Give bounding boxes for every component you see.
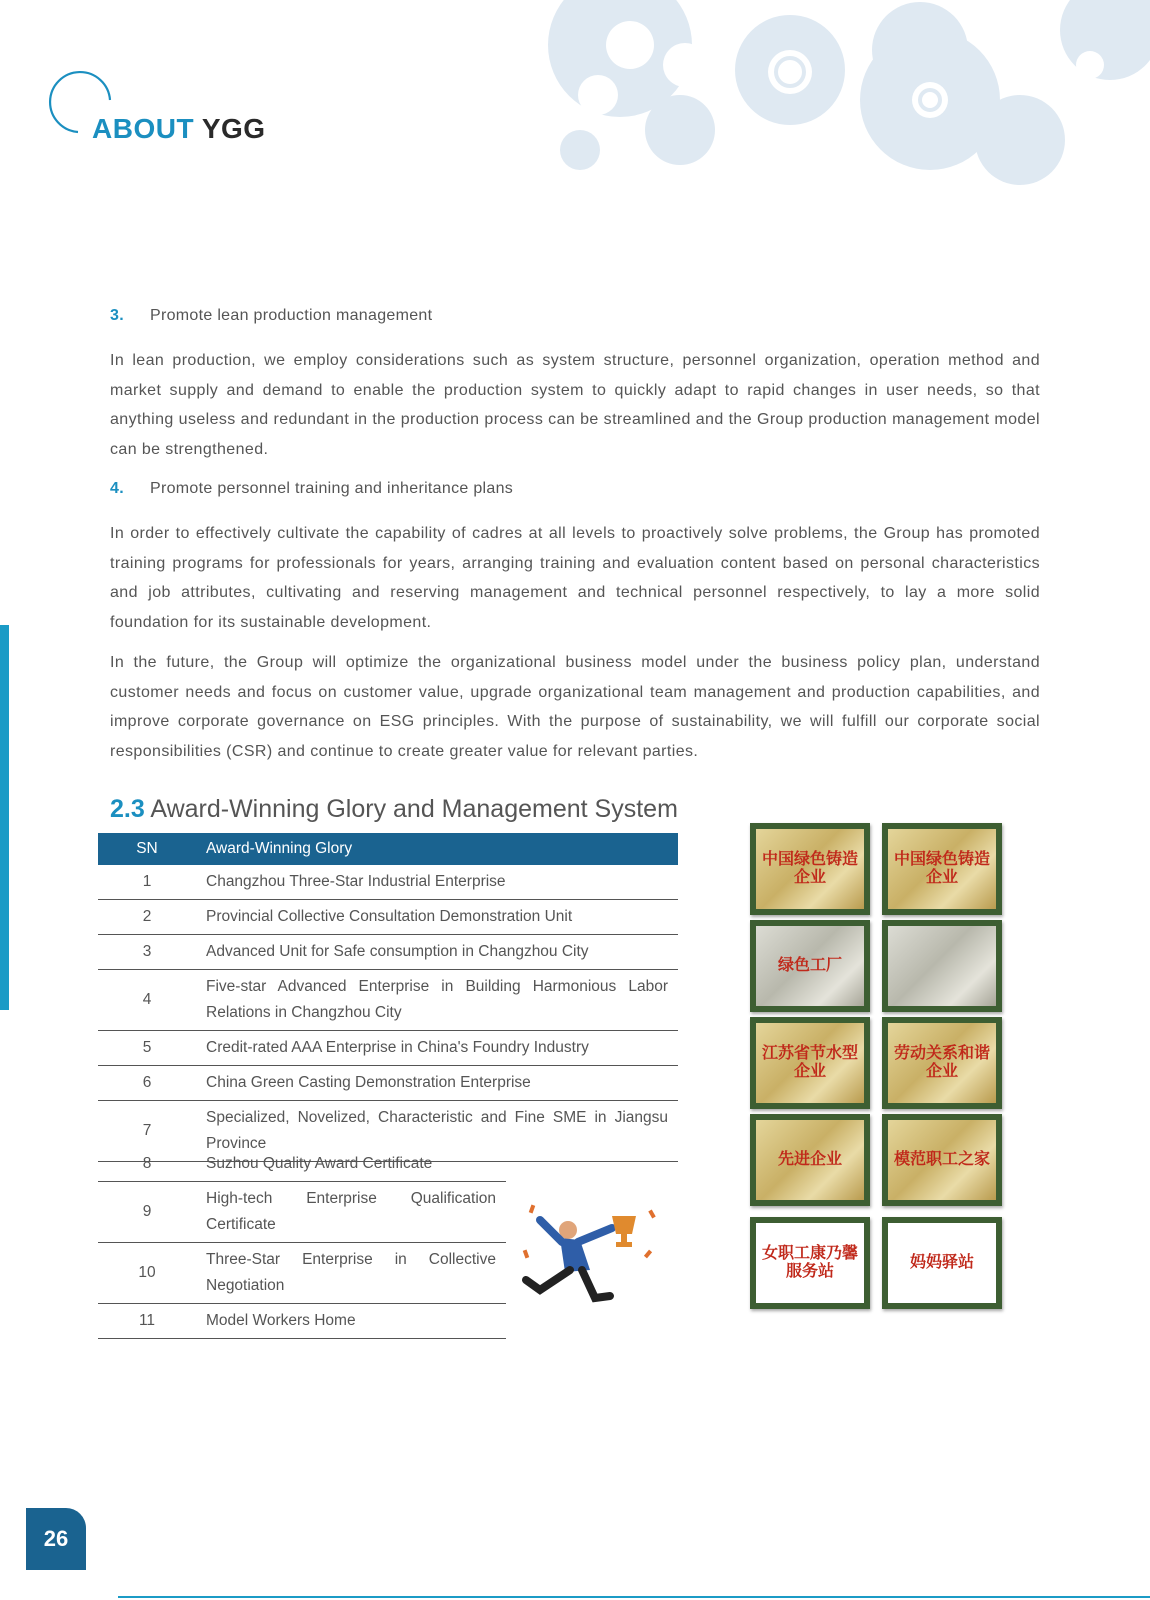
table-cell-award: High-tech Enterprise Qualification Certificate — [196, 1182, 506, 1243]
trophy-celebration-icon — [520, 1200, 670, 1310]
paragraph: In the future, the Group will optimize the organizational business model under the business policy plan, understand customer needs and focus on customer value, upgrade organizational team management and production capabilities, and improve corporate governance on ESG principles. With the purpose of sustainability, we will fulfill our corporate social responsibilities (CSR) and continue to create greater value for relevant parties. — [110, 654, 1040, 760]
header-about: ABOUT — [92, 113, 195, 144]
plaque-text: 中国绿色铸造企业 — [893, 851, 990, 886]
award-plaque — [882, 1017, 1002, 1109]
table-cell-sn: 6 — [98, 1066, 196, 1101]
table-cell-award: Model Workers Home — [196, 1304, 506, 1339]
plaque-text: 劳动关系和谐企业 — [893, 1045, 990, 1080]
table-cell-award: Credit-rated AAA Enterprise in China's Foundry Industry — [196, 1031, 678, 1066]
awards-section-number: 2.3 — [110, 795, 145, 823]
awards-table-continued — [98, 1147, 506, 1339]
section-4-body — [110, 519, 1040, 637]
plaque-face — [756, 1023, 864, 1103]
awards-section-title — [110, 795, 678, 824]
table-cell-award: China Green Casting Demonstration Enterprise — [196, 1066, 678, 1101]
table-cell-award: Specialized, Novelized, Characteristic and Fine SME in Jiangsu Province — [196, 1101, 678, 1162]
plaque-face — [888, 926, 996, 1006]
table-cell-sn: 1 — [98, 865, 196, 900]
table-cell-sn: 3 — [98, 935, 196, 970]
gears-decoration-icon — [510, 0, 1150, 210]
awards-table — [98, 833, 678, 1162]
section-heading — [110, 307, 1040, 325]
column-header-award: Award-Winning Glory — [196, 833, 678, 865]
table-cell-sn: 8 — [98, 1147, 196, 1182]
table-header-row — [98, 833, 678, 865]
page-header-title — [92, 113, 266, 145]
table-cell-sn: 5 — [98, 1031, 196, 1066]
table-cell-sn: 11 — [98, 1304, 196, 1339]
table-cell-award: Changzhou Three-Star Industrial Enterprise — [196, 865, 678, 900]
table-row — [98, 1031, 678, 1066]
table-row — [98, 1066, 678, 1101]
plaque-text: 江苏省节水型企业 — [761, 1045, 858, 1080]
plaque-face — [888, 829, 996, 909]
table-row — [98, 935, 678, 970]
table-row — [98, 865, 678, 900]
plaque-text: 模范职工之家 — [893, 1151, 990, 1168]
table-cell-sn: 2 — [98, 900, 196, 935]
award-plaque — [750, 1017, 870, 1109]
table-row — [98, 1304, 506, 1339]
section-4-body-2 — [110, 648, 1040, 766]
table-cell-sn: 7 — [98, 1101, 196, 1162]
award-plaque — [750, 823, 870, 915]
plaque-face — [888, 1120, 996, 1200]
table-row — [98, 1182, 506, 1243]
award-plaque — [750, 1114, 870, 1206]
section-heading — [110, 480, 1040, 498]
section-3 — [110, 307, 1040, 325]
award-plaque — [882, 823, 1002, 915]
award-plaque — [882, 1217, 1002, 1309]
paragraph: In lean production, we employ considerations such as system structure, personnel organization, operation method and market supply and demand to enable the production system to quickly adapt to rapid changes in user needs, so that anything useless and redundant in the production process can be streamlined and the Group production management model can be strengthened. — [110, 352, 1040, 458]
footer-line — [118, 1596, 1150, 1598]
column-header-sn: SN — [98, 833, 196, 865]
plaque-face — [756, 1120, 864, 1200]
table-cell-award: Three-Star Enterprise in Collective Negotiation — [196, 1243, 506, 1304]
plaque-text: 中国绿色铸造企业 — [761, 851, 858, 886]
section-3-body — [110, 346, 1040, 464]
table-row — [98, 970, 678, 1031]
paragraph: In order to effectively cultivate the capability of cadres at all levels to proactively solve problems, the Group has promoted training programs for professionals for years, arranging training and evaluation content based on personal characteristics and job attributes, cultivating and reserving management and technical personnel respectively, to lay a more solid foundation for its sustainable development. — [110, 525, 1040, 631]
plaque-face — [888, 1223, 996, 1303]
award-plaque — [750, 1217, 870, 1309]
page-number: 26 — [26, 1508, 86, 1570]
award-plaque — [882, 1114, 1002, 1206]
table-row — [98, 1243, 506, 1304]
section-heading-text: Promote personnel training and inheritance plans — [150, 480, 514, 497]
table-row — [98, 1147, 506, 1182]
section-number: 3. — [110, 307, 124, 324]
header-ygg: YGG — [201, 113, 266, 144]
award-plaque — [750, 920, 870, 1012]
side-accent-bar — [0, 625, 9, 1010]
section-4 — [110, 480, 1040, 498]
plaque-face — [756, 926, 864, 1006]
table-cell-award: Advanced Unit for Safe consumption in Changzhou City — [196, 935, 678, 970]
section-heading-text: Promote lean production management — [150, 307, 433, 324]
table-cell-sn: 10 — [98, 1243, 196, 1304]
plaque-text: 绿色工厂 — [777, 957, 842, 974]
award-plaque — [882, 920, 1002, 1012]
plaque-face — [756, 829, 864, 909]
plaque-text: 女职工康乃馨服务站 — [761, 1245, 858, 1280]
plaque-face — [756, 1223, 864, 1303]
table-cell-award: Suzhou Quality Award Certificate — [196, 1147, 506, 1182]
table-cell-sn: 9 — [98, 1182, 196, 1243]
awards-section-title-text: Award-Winning Glory and Management System — [150, 795, 678, 823]
table-cell-award: Provincial Collective Consultation Demonstration Unit — [196, 900, 678, 935]
table-cell-sn: 4 — [98, 970, 196, 1031]
plaque-face — [888, 1023, 996, 1103]
table-cell-award: Five-star Advanced Enterprise in Building Harmonious Labor Relations in Changzhou City — [196, 970, 678, 1031]
section-number: 4. — [110, 480, 124, 497]
plaque-text: 妈妈驿站 — [909, 1254, 974, 1271]
table-row — [98, 900, 678, 935]
plaque-text: 先进企业 — [777, 1151, 842, 1168]
